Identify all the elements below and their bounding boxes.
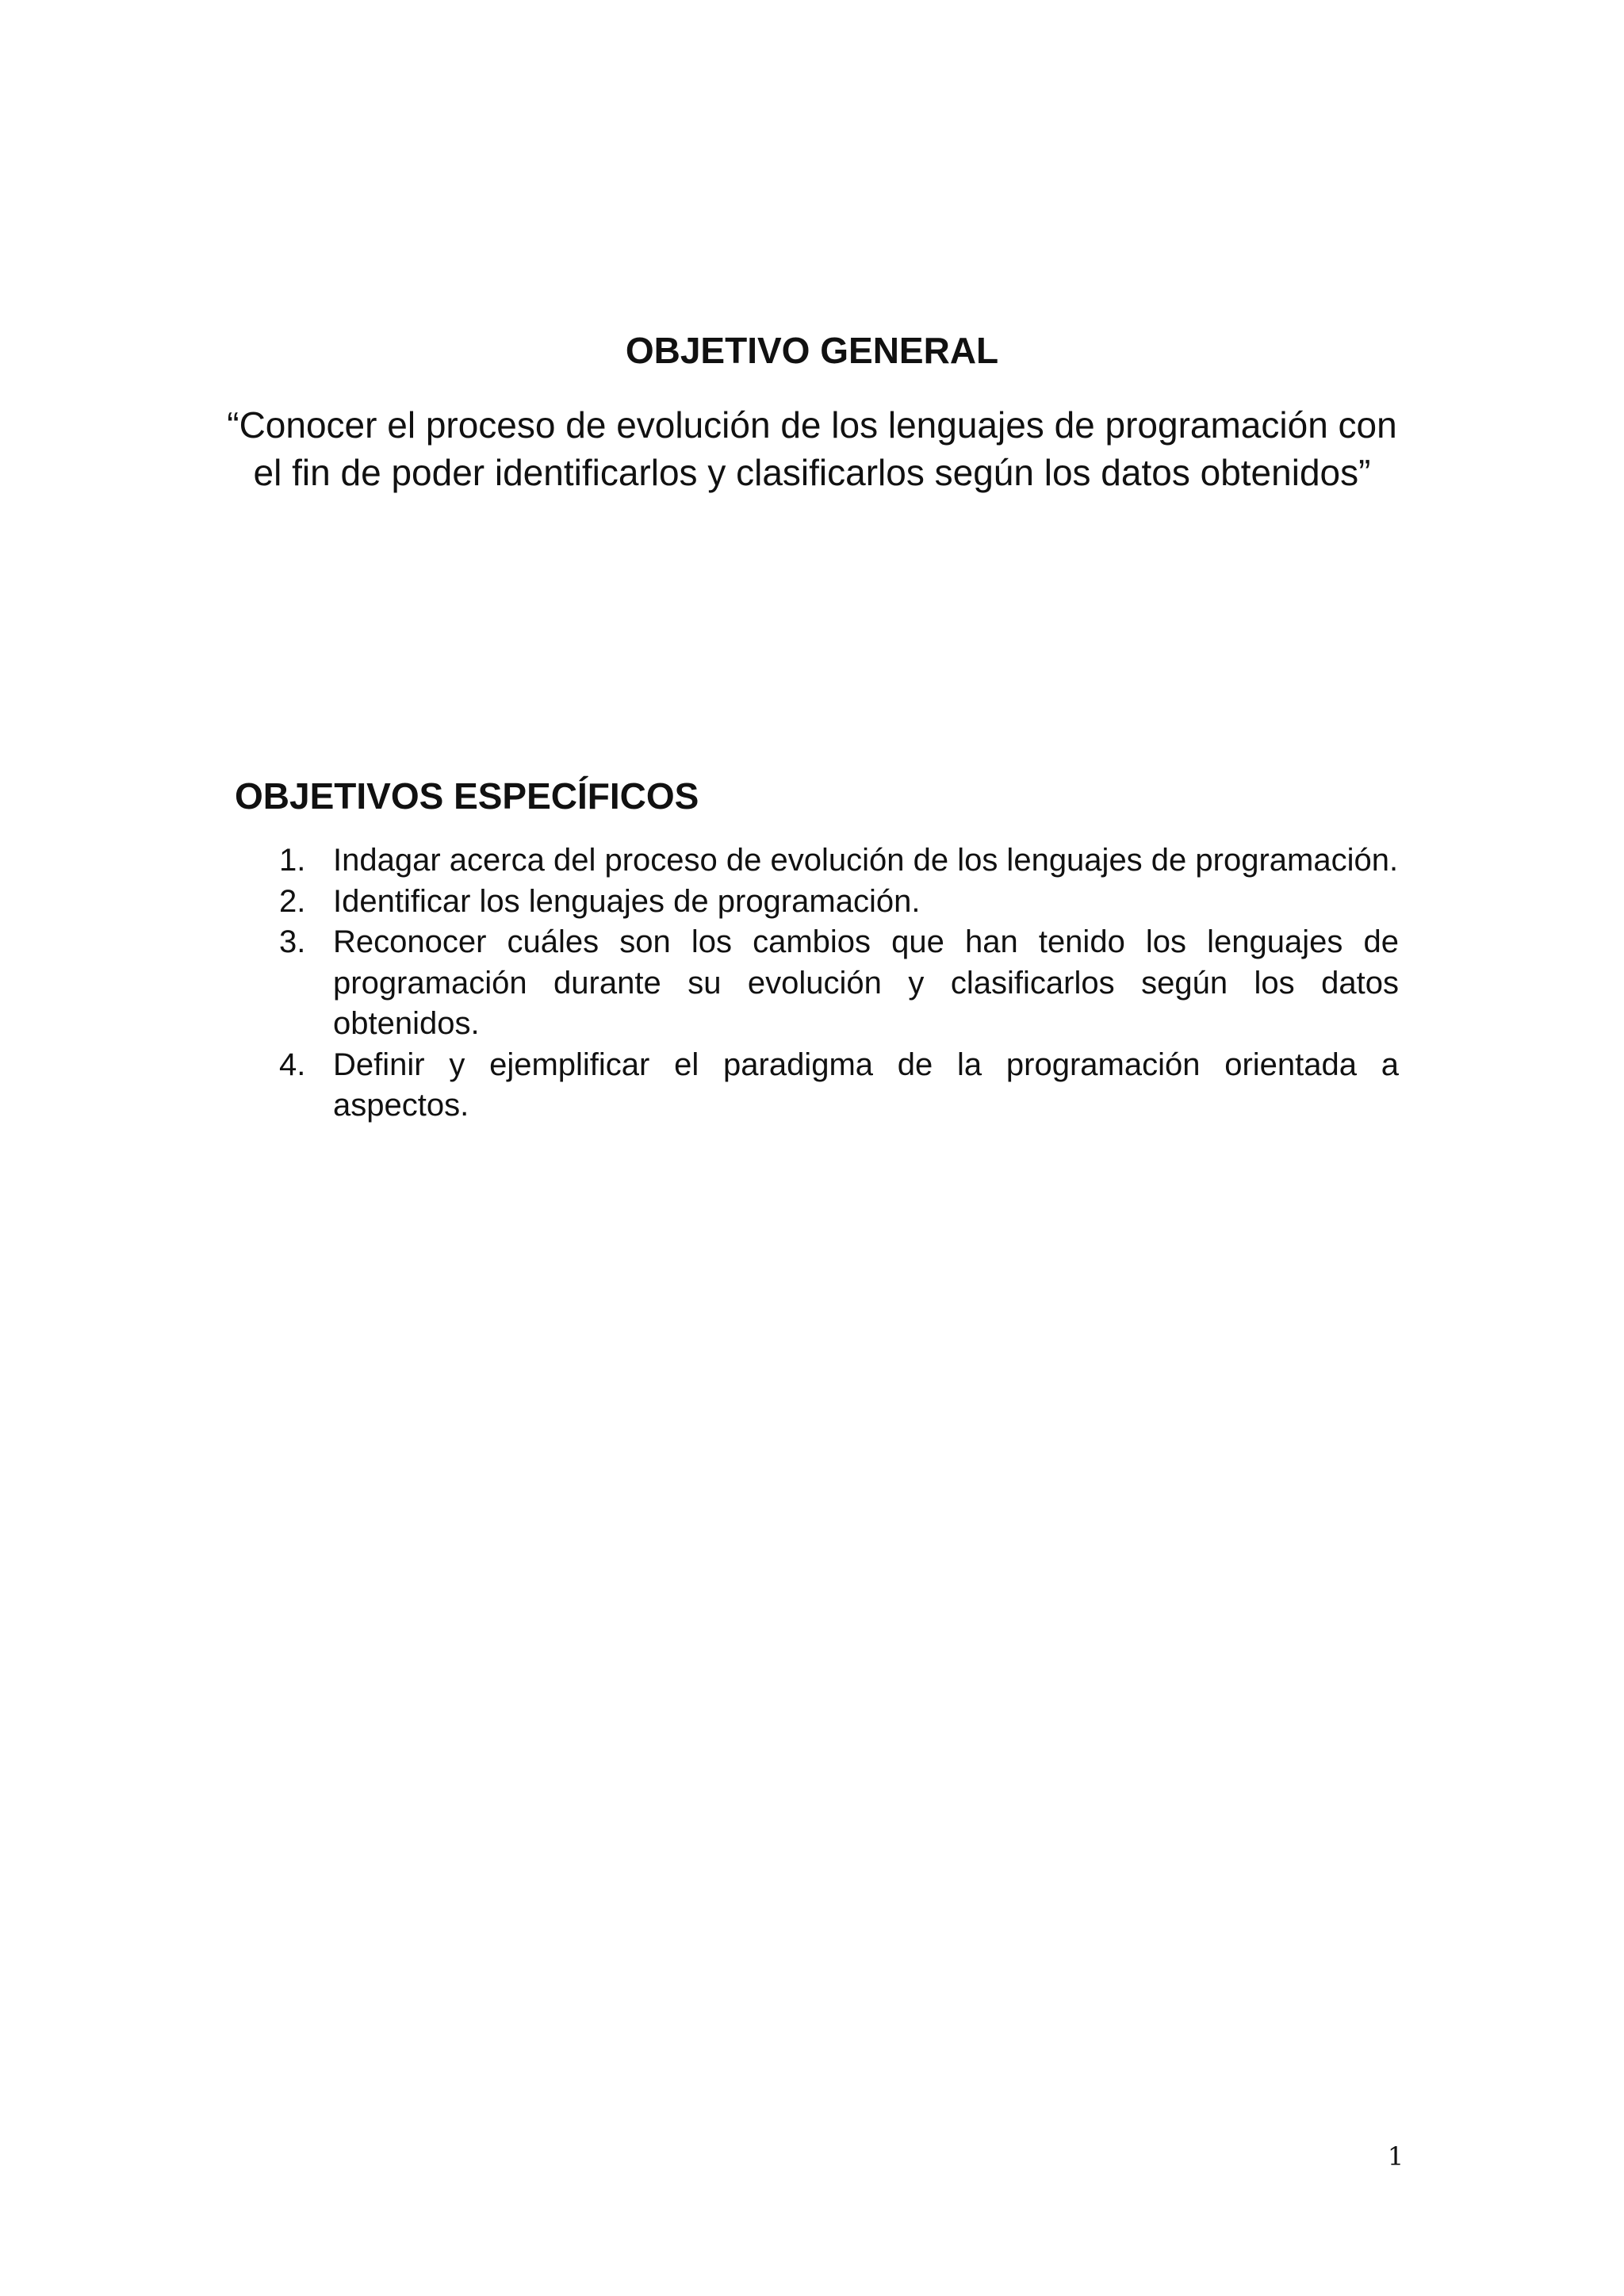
list-item-number: 4. (279, 1047, 306, 1082)
list-item-text: Reconocer cuáles son los cambios que han tenido los lenguajes de programación durante su evolución y clasificarlos según los datos obtenidos. (333, 924, 1399, 1041)
specific-objectives-list (279, 840, 1399, 1127)
list-item (279, 882, 1399, 923)
list-item-text: Indagar acerca del proceso de evolución de los lenguajes de programación. (333, 843, 1399, 878)
list-item-number: 1. (279, 843, 306, 878)
list-item-text: Definir y ejemplificar el paradigma de la programación orientada a aspectos. (333, 1047, 1399, 1123)
general-objective-text: “Conocer el proceso de evolución de los lenguajes de programación con el fin de poder identificarlos y clasificarlos según los datos obtenidos” (227, 404, 1397, 493)
list-item (279, 922, 1399, 1045)
list-item-text: Identificar los lenguajes de programación. (333, 883, 921, 919)
list-item (279, 840, 1399, 882)
specific-objectives-heading: OBJETIVOS ESPECÍFICOS (235, 775, 699, 817)
general-objective-heading: OBJETIVO GENERAL (625, 330, 999, 371)
list-item-number: 3. (279, 924, 306, 959)
page-number: 1 (1387, 2141, 1404, 2172)
list-item (279, 1045, 1399, 1127)
list-item-number: 2. (279, 883, 306, 919)
